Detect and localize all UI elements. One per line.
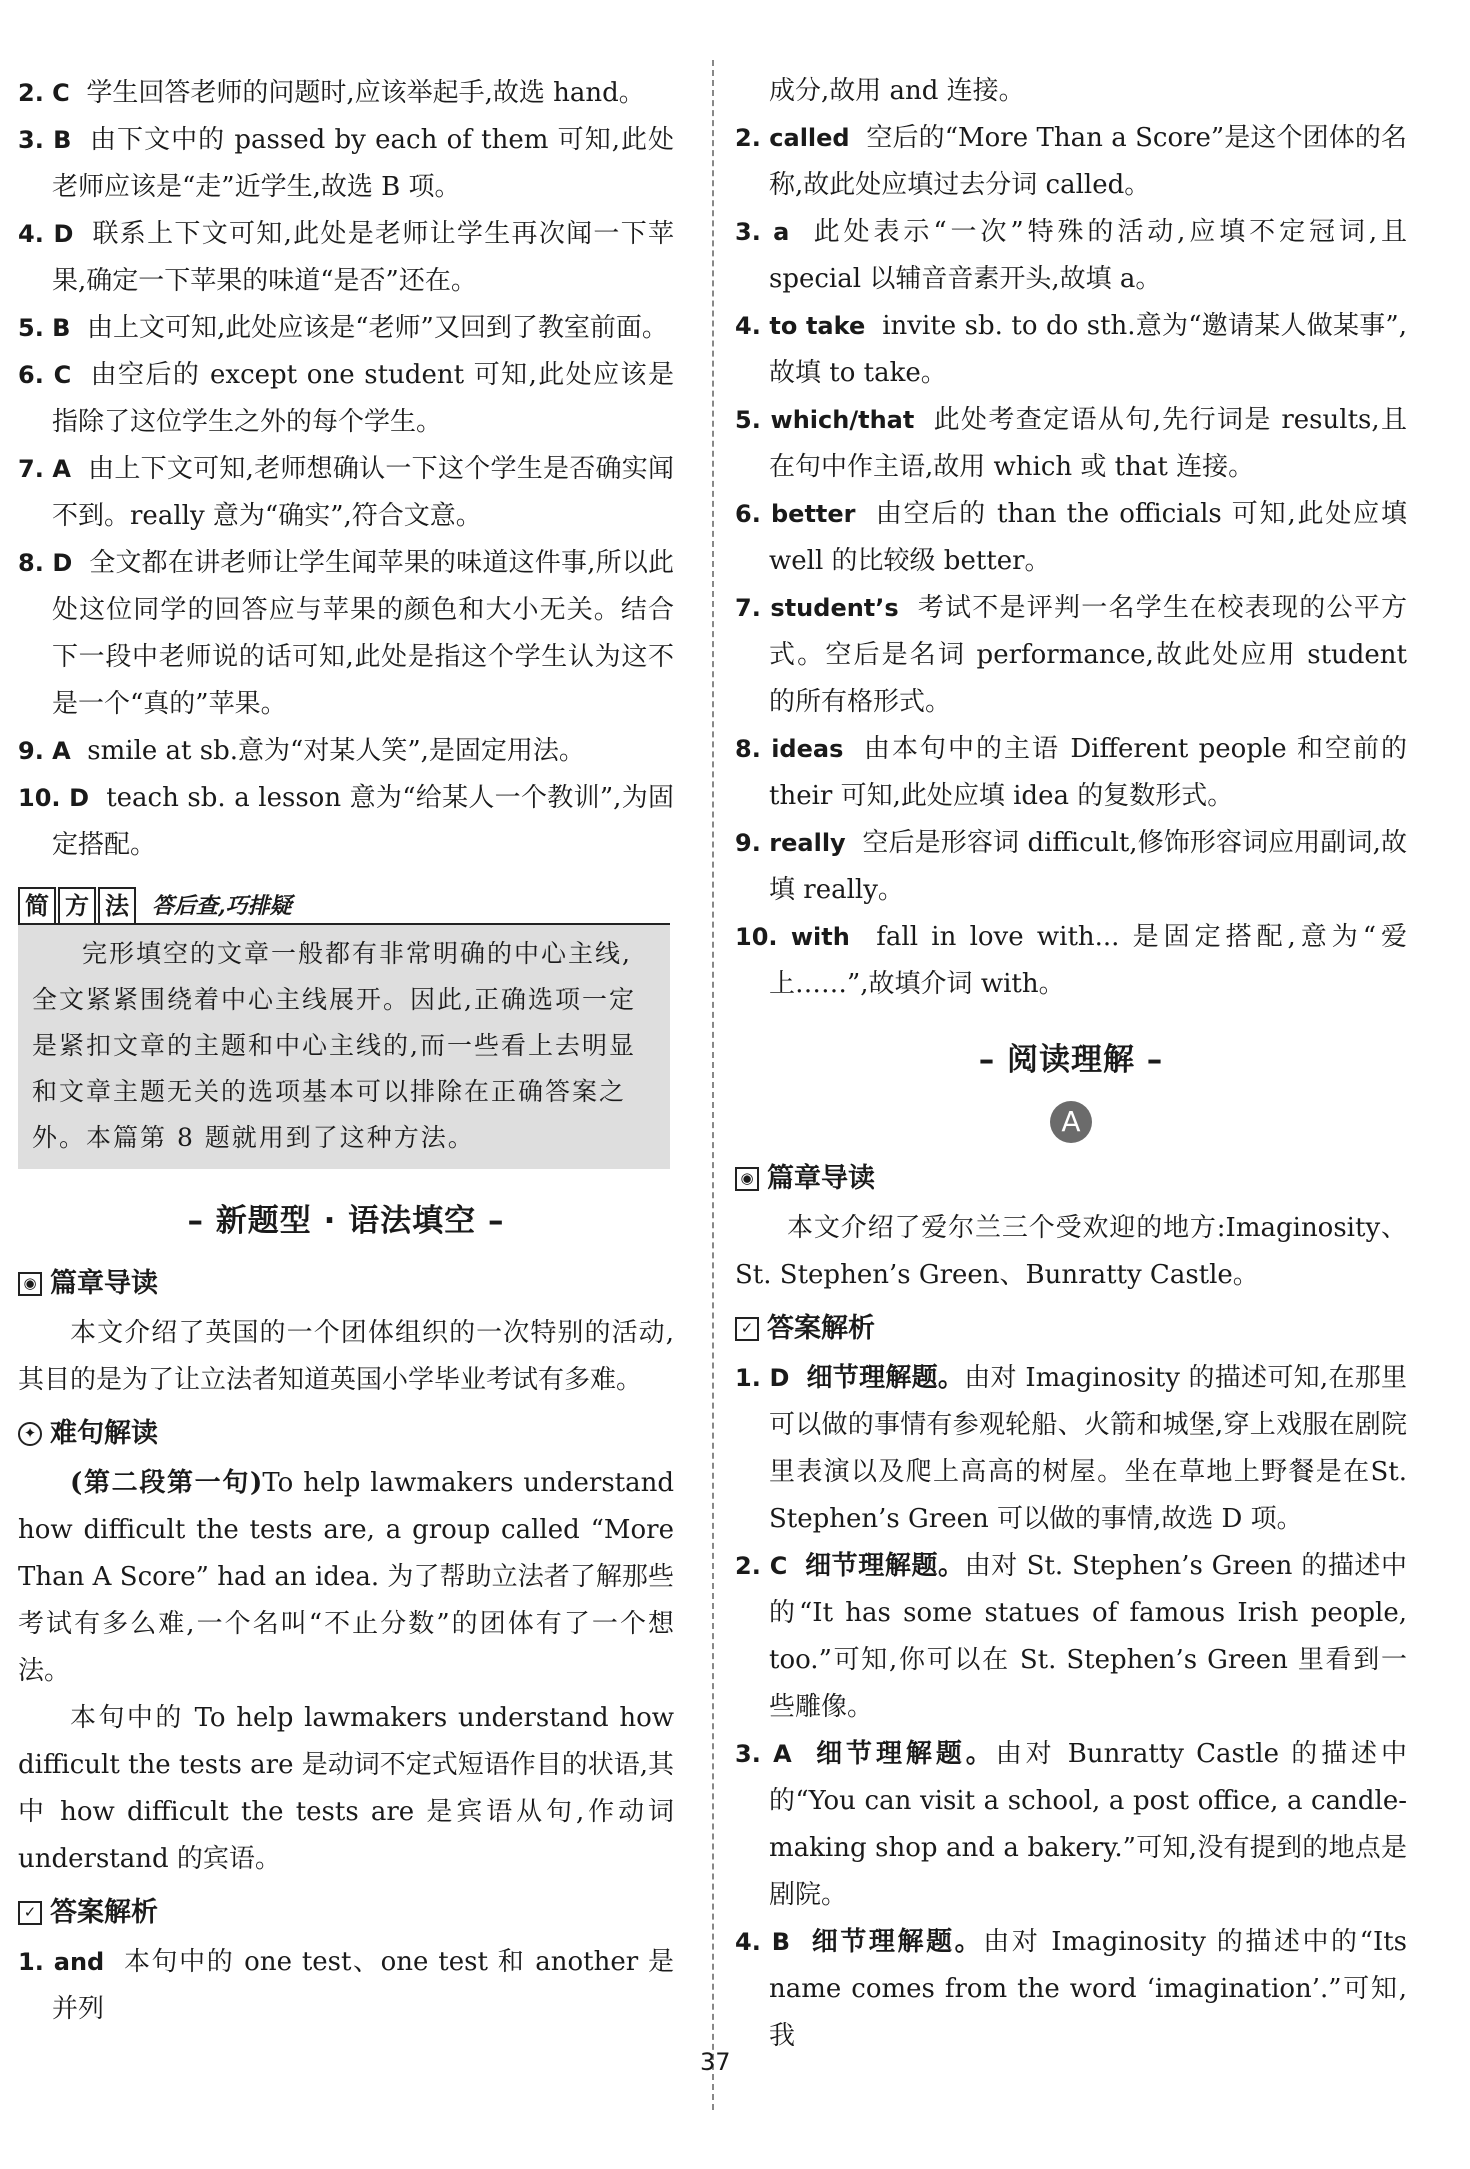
answer-text: 由本句中的主语 Different people 和空前的 their 可知,此处应填 idea 的复数形式。 bbox=[769, 734, 1407, 811]
answer-text: 由下文中的 passed by each of them 可知,此处老师应该是“走”近学生,故选 B 项。 bbox=[52, 125, 674, 202]
answer-item bbox=[735, 585, 1407, 726]
answer-number: 2. called bbox=[735, 124, 850, 152]
hard-sentence-lead: (第二段第一句) bbox=[70, 1468, 263, 1498]
answer-number: 7. A bbox=[18, 455, 72, 483]
answer-number: 5. B bbox=[18, 314, 71, 342]
page-number: 37 bbox=[700, 2048, 731, 2076]
section-title-reading: – 阅读理解 – bbox=[978, 1042, 1164, 1078]
guide-heading bbox=[18, 1262, 674, 1306]
question-type: 细节理解题。 bbox=[806, 1363, 965, 1393]
answer-item bbox=[18, 775, 674, 869]
answer-text: 由上文可知,此处应该是“老师”又回到了教室前面。 bbox=[87, 313, 668, 343]
method-tip-box bbox=[18, 883, 670, 1169]
answer-number: 3. B bbox=[18, 126, 72, 154]
answer-item bbox=[18, 1939, 674, 2033]
answer-number: 3. A bbox=[735, 1740, 792, 1768]
answer-item bbox=[735, 1731, 1407, 1919]
answer-text: 学生回答老师的问题时,应该举起手,故选 hand。 bbox=[86, 78, 645, 108]
answer-item bbox=[735, 115, 1407, 209]
answer-item bbox=[18, 70, 674, 117]
answer-number: 4. D bbox=[18, 220, 74, 248]
hard-sentence-heading bbox=[18, 1412, 674, 1456]
tip-char-3: 法 bbox=[98, 887, 136, 923]
answer-text: fall in love with... 是固定搭配,意为“爱上……”,故填介词 with。 bbox=[769, 922, 1407, 999]
answer-item bbox=[735, 1919, 1407, 2060]
checkbox-icon: ✓ bbox=[735, 1317, 759, 1341]
guide-heading-right bbox=[735, 1157, 1407, 1201]
hard-sentence-body: To help lawmakers understand how difficult the tests are, a group called “More Than A Score” had an idea. 为了帮助立法者了解那些考试有多么难,一个名叫“不止分数”的团体有了一个想法。 bbox=[18, 1468, 674, 1686]
guide-heading-right-text: 篇章导读 bbox=[767, 1163, 875, 1194]
answer-number: 8. ideas bbox=[735, 735, 844, 763]
answer-text: 由对 Bunratty Castle 的描述中的“You can visit a school, a post office, a candle-making shop and a bakery.”可知,没有提到的地点是剧院。 bbox=[769, 1739, 1407, 1910]
answer-number: 1. D bbox=[735, 1364, 790, 1392]
answer-text: 由对 Imaginosity 的描述中的“Its name comes from the word ‘imagination’.”可知,我 bbox=[769, 1927, 1408, 2051]
method-tip-header bbox=[18, 883, 670, 925]
tip-char-2: 方 bbox=[58, 887, 96, 923]
answer-item bbox=[735, 1543, 1407, 1731]
answer-text: 由空后的 except one student 可知,此处应该是指除了这位学生之外的每个学生。 bbox=[52, 360, 674, 437]
hard-sentence-heading-text: 难句解读 bbox=[50, 1418, 158, 1449]
answer-number: 8. D bbox=[18, 549, 73, 577]
answer-number: 3. a bbox=[735, 218, 790, 246]
answer-heading-left bbox=[18, 1891, 674, 1935]
answer-item bbox=[18, 540, 674, 728]
answer-text: 联系上下文可知,此处是老师让学生再次闻一下苹果,确定一下苹果的味道“是否”还在。 bbox=[52, 219, 675, 296]
tip-tagline: 答后查,巧排疑 bbox=[152, 893, 292, 919]
answer-text: 考试不是评判一名学生在校表现的公平方式。空后是名词 performance,故此处应用 student 的所有格形式。 bbox=[769, 593, 1407, 717]
tip-body: 完形填空的文章一般都有非常明确的中心主线,全文紧紧围绕着中心主线展开。因此,正确选项一定是紧扣文章的主题和中心主线的,而一些看上去明显和文章主题无关的选项基本可以排除在正确答案之外。本篇第 8 题就用到了这种方法。 bbox=[18, 925, 670, 1169]
answer-heading-right bbox=[735, 1307, 1407, 1351]
answer-text: 空后是形容词 difficult,修饰形容词应用副词,故填 really。 bbox=[769, 828, 1407, 905]
answer-item bbox=[735, 726, 1407, 820]
answer-item bbox=[735, 491, 1407, 585]
answer-number: 9. A bbox=[18, 737, 71, 765]
answer-item bbox=[735, 1355, 1407, 1543]
answer-number: 9. really bbox=[735, 829, 846, 857]
guide-text: 本文介绍了英国的一个团体组织的一次特别的活动,其目的是为了让立法者知道英国小学毕业考试有多难。 bbox=[18, 1318, 674, 1395]
answer-text: 此处考查定语从句,先行词是 results,且在句中作主语,故用 which 或 that 连接。 bbox=[769, 405, 1408, 482]
answer-heading-right-text: 答案解析 bbox=[767, 1313, 875, 1344]
answer-text: 由空后的 than the officials 可知,此处应填 well 的比较级 better。 bbox=[769, 499, 1407, 576]
question-type: 细节理解题。 bbox=[805, 1551, 965, 1581]
answer-text: 由上下文可知,老师想确认一下这个学生是否确实闻不到。really 意为“确实”,符合文意。 bbox=[52, 454, 675, 531]
column-divider bbox=[712, 60, 714, 2110]
answer-item bbox=[18, 352, 674, 446]
guide-text-right: 本文介绍了爱尔兰三个受欢迎的地方:Imaginosity、St. Stephen’s Green、Bunratty Castle。 bbox=[735, 1213, 1407, 1290]
answer-number: 2. C bbox=[735, 1552, 788, 1580]
section-title-grammar: – 新题型 · 语法填空 – bbox=[187, 1203, 505, 1239]
answer-text: 全文都在讲老师让学生闻苹果的味道这件事,所以此处这位同学的回答应与苹果的颜色和大小无关。结合下一段中老师说的话可知,此处是指这个学生认为这不是一个“真的”苹果。 bbox=[52, 548, 675, 719]
answer-item bbox=[735, 209, 1407, 303]
eye-icon: ◉ bbox=[735, 1167, 759, 1191]
answer-number: 4. to take bbox=[735, 312, 866, 340]
answer-number: 6. better bbox=[735, 500, 856, 528]
answer-item bbox=[18, 211, 674, 305]
answer-text: 本句中的 one test、one test 和 another 是并列 bbox=[52, 1947, 674, 2024]
passage-a-badge: A bbox=[1050, 1101, 1092, 1143]
answer-number: 2. C bbox=[18, 79, 70, 107]
eye-icon: ◉ bbox=[18, 1272, 42, 1296]
answer-list-right bbox=[735, 115, 1407, 1008]
answer-text: 空后的“More Than a Score”是这个团体的名称,故此处应填过去分词 called。 bbox=[769, 123, 1407, 200]
right-column bbox=[735, 68, 1407, 2060]
left-column bbox=[18, 70, 674, 2033]
answer-item bbox=[18, 305, 674, 352]
answer-heading-left-text: 答案解析 bbox=[50, 1897, 158, 1928]
answer-list-bottom bbox=[18, 1939, 674, 2033]
answer-text: teach sb. a lesson 意为“给某人一个教训”,为固定搭配。 bbox=[52, 783, 675, 860]
answer-text: invite sb. to do sth.意为“邀请某人做某事”,故填 to take。 bbox=[769, 311, 1407, 388]
answer-number: 10. D bbox=[18, 784, 90, 812]
answer-item bbox=[18, 446, 674, 540]
answer-item bbox=[735, 397, 1407, 491]
answer-number: 4. B bbox=[735, 1928, 791, 1956]
hard-sentence-analysis: 本句中的 To help lawmakers understand how difficult the tests are 是动词不定式短语作目的状语,其中 how difficult the tests are 是宾语从句,作动词 understand 的宾语。 bbox=[18, 1703, 675, 1874]
answer-item bbox=[735, 914, 1407, 1008]
answer-number: 6. C bbox=[18, 361, 72, 389]
continued-text: 成分,故用 and 连接。 bbox=[769, 76, 1025, 106]
question-type: 细节理解题。 bbox=[816, 1739, 996, 1769]
answer-item bbox=[735, 303, 1407, 397]
lightbulb-icon: ✦ bbox=[18, 1422, 42, 1446]
question-type: 细节理解题。 bbox=[811, 1927, 984, 1957]
answer-text: smile at sb.意为“对某人笑”,是固定用法。 bbox=[87, 736, 585, 766]
answer-item bbox=[18, 728, 674, 775]
answer-number: 5. which/that bbox=[735, 406, 915, 434]
answer-item bbox=[735, 820, 1407, 914]
tip-char-1: 简 bbox=[18, 887, 56, 923]
answer-number: 1. and bbox=[18, 1948, 105, 1976]
answer-text: 由对 St. Stephen’s Green 的描述中的“It has some statues of famous Irish people, too.”可知,你可以在 St. Stephen’s Green 里看到一些雕像。 bbox=[769, 1551, 1407, 1722]
answer-number: 7. student’s bbox=[735, 594, 899, 622]
answer-text: 由对 Imaginosity 的描述可知,在那里可以做的事情有参观轮船、火箭和城堡,穿上戏服在剧院里表演以及爬上高高的树屋。坐在草地上野餐是在St. Stephen’s Green 可以做的事情,故选 D 项。 bbox=[769, 1363, 1408, 1534]
checkbox-icon: ✓ bbox=[18, 1901, 42, 1925]
answer-item bbox=[18, 117, 674, 211]
reading-answer-list bbox=[735, 1355, 1407, 2060]
guide-heading-text: 篇章导读 bbox=[50, 1268, 158, 1299]
answer-list-top bbox=[18, 70, 674, 869]
hard-sentence-paragraph bbox=[18, 1460, 674, 1695]
answer-number: 10. with bbox=[735, 923, 850, 951]
answer-text: 此处表示“一次”特殊的活动,应填不定冠词,且 special 以辅音音素开头,故填 a。 bbox=[769, 217, 1408, 294]
